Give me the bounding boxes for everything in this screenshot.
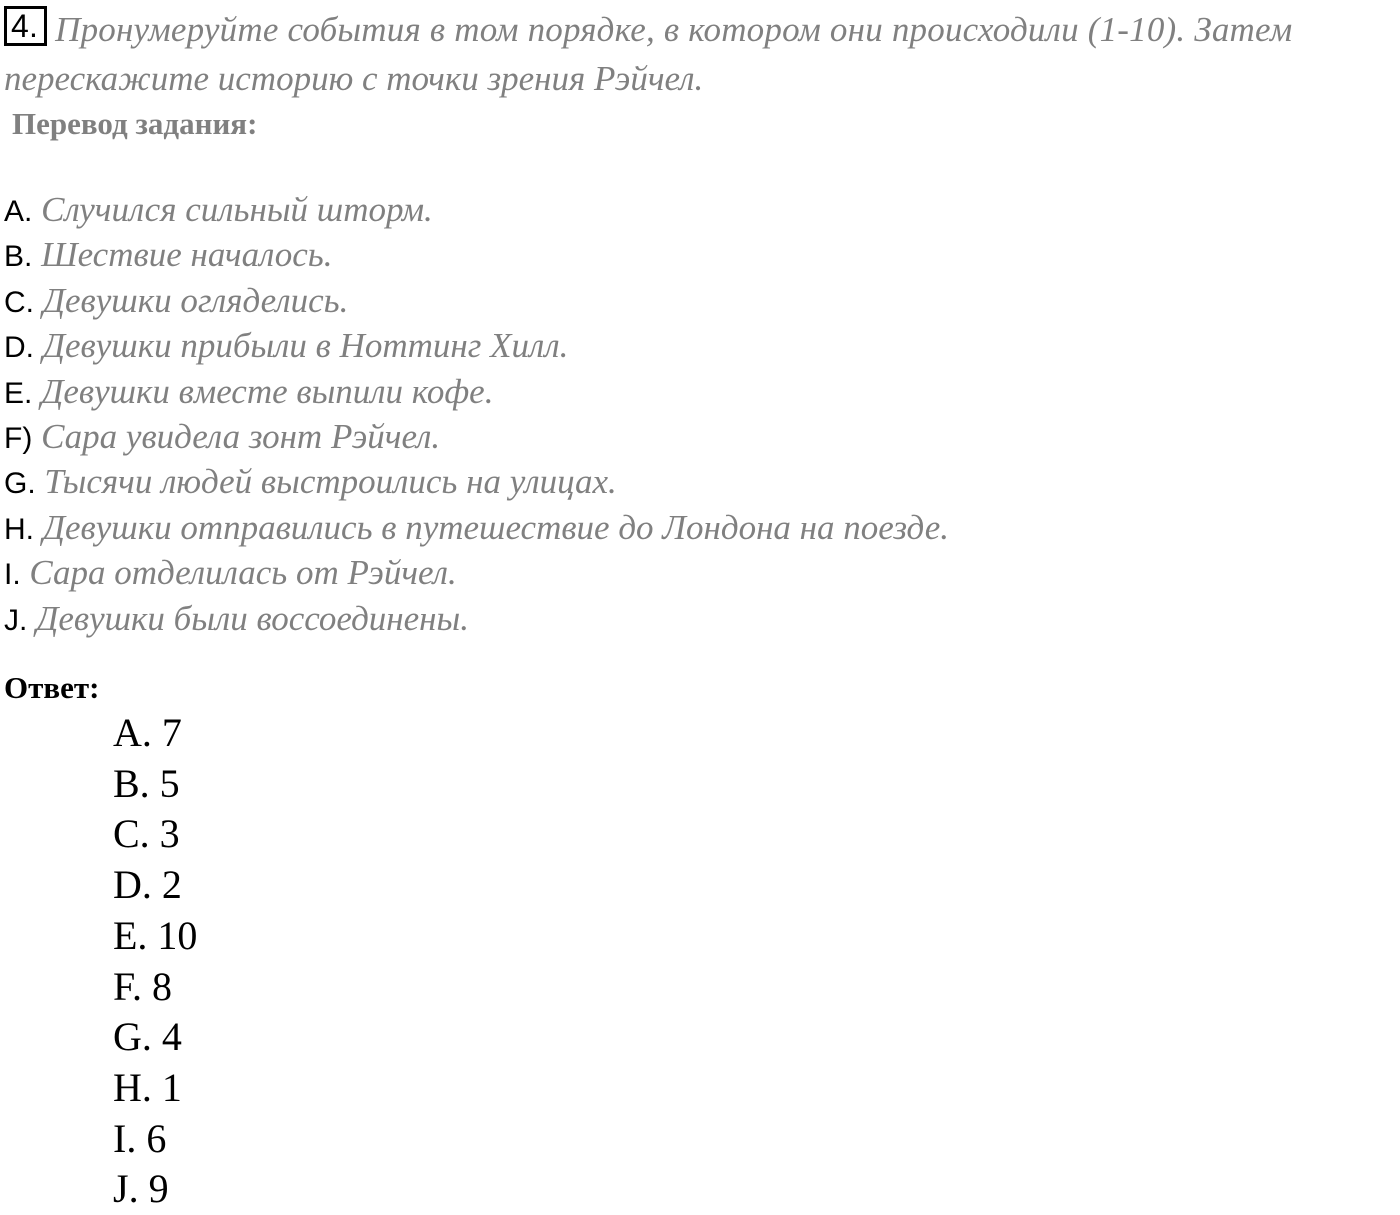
- event-letter: G.: [4, 467, 36, 501]
- event-text: Тысячи людей выстроились на улицах.: [44, 462, 617, 502]
- answer-heading: Ответ:: [4, 670, 100, 705]
- event-item-f: [4, 415, 949, 460]
- answer-item-a: A. 7: [113, 710, 182, 755]
- event-letter: B.: [4, 240, 33, 274]
- event-item-i: [4, 551, 949, 596]
- event-text: Девушки огляделись.: [42, 280, 349, 320]
- event-item-j: [4, 597, 949, 642]
- answer-item-b: B. 5: [113, 760, 180, 806]
- event-text: Сара увидела зонт Рэйчел.: [41, 417, 441, 457]
- event-letter: D.: [4, 331, 34, 365]
- answer-item-c: C. 3: [113, 811, 180, 857]
- event-text: Случился сильный шторм.: [41, 190, 433, 229]
- event-item-h: [4, 506, 949, 551]
- event-text: Девушки вместе выпили кофе.: [41, 371, 494, 411]
- event-item-d: [4, 324, 949, 369]
- event-letter: F): [4, 422, 33, 456]
- task-number-box: 4.: [4, 6, 47, 46]
- event-text: Шествие началось.: [41, 235, 333, 275]
- answer-item-g: G. 4: [113, 1014, 182, 1060]
- event-letter: I.: [4, 558, 21, 592]
- answer-item-j: J. 9: [113, 1166, 169, 1212]
- event-text: Девушки отправились в путешествие до Лондона на поезде.: [42, 507, 949, 547]
- event-item-b: [4, 233, 949, 278]
- event-letter: A.: [4, 195, 33, 228]
- answer-item-e: E. 10: [113, 912, 198, 958]
- task-instruction-line1: [4, 6, 1400, 53]
- event-letter: H.: [4, 512, 34, 546]
- answer-item-h: H. 1: [113, 1064, 182, 1110]
- event-text: Сара отделилась от Рэйчел.: [29, 553, 457, 593]
- translation-heading: Перевод задания:: [12, 106, 258, 141]
- event-item-e: [4, 370, 949, 415]
- answer-item-i: I. 6: [113, 1115, 167, 1161]
- answer-item-f: F. 8: [113, 963, 173, 1009]
- task-instruction-line2: перескажите историю с точки зрения Рэйчел.: [4, 59, 704, 98]
- event-letter: C.: [4, 285, 34, 319]
- event-item-c: [4, 279, 949, 324]
- answers-list: [113, 708, 197, 1215]
- event-item-g: [4, 460, 949, 505]
- event-letter: J.: [4, 603, 28, 637]
- event-letter: E.: [4, 376, 33, 410]
- event-text: Девушки были воссоединены.: [36, 598, 469, 638]
- task-instruction-text: Пронумеруйте события в том порядке, в котором они происходили (1-10). Затем: [55, 10, 1293, 49]
- event-text: Девушки прибыли в Ноттинг Хилл.: [42, 326, 569, 366]
- events-list: [4, 188, 949, 642]
- answer-item-d: D. 2: [113, 862, 182, 908]
- event-item-a: [4, 188, 949, 233]
